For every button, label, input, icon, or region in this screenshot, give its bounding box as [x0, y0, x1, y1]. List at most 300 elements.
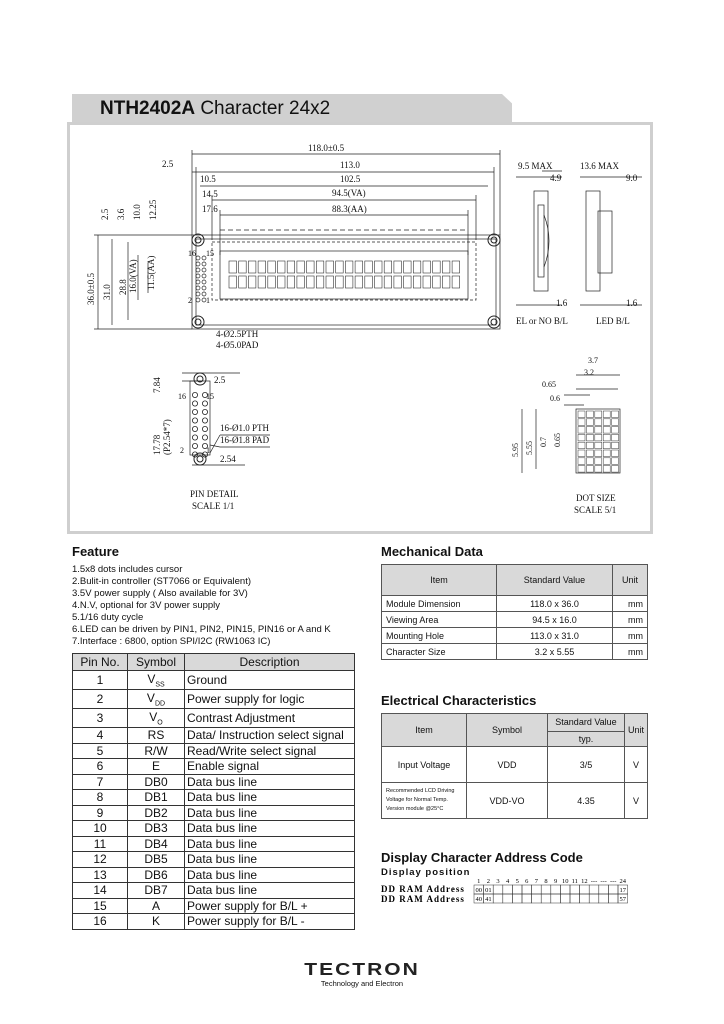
ddram-cell: [608, 894, 618, 903]
pin-number: 13: [73, 867, 128, 883]
mech-item-header: Item: [382, 565, 497, 596]
dot-cell: [586, 419, 593, 426]
lcd-char-cell: [355, 276, 363, 288]
ddram-address: 41: [485, 896, 492, 903]
lcd-char-cell: [326, 276, 334, 288]
lcd-char-cell: [365, 276, 373, 288]
svg-text:5.55: 5.55: [525, 441, 534, 455]
lcd-char-cell: [442, 261, 450, 273]
dot-cell: [578, 450, 585, 457]
ddram-cell: [522, 894, 532, 903]
svg-text:16-Ø1.0 PTH: 16-Ø1.0 PTH: [220, 423, 269, 433]
pin-row: [73, 709, 355, 728]
pin-row: [73, 821, 355, 837]
mounting-hole: [488, 316, 500, 328]
ddram-cell: [503, 885, 513, 894]
lcd-char-cell: [229, 261, 237, 273]
svg-text:1.6: 1.6: [626, 298, 638, 308]
lcd-char-cell: [413, 276, 421, 288]
svg-text:1: 1: [206, 446, 210, 455]
ddram-cells: [474, 885, 628, 903]
pin-row: [73, 671, 355, 690]
pin-description: Power supply for B/L -: [185, 914, 355, 930]
mechanical-drawing: [70, 125, 650, 531]
svg-text:17.6: 17.6: [202, 204, 218, 214]
detail-pin: [192, 409, 197, 414]
lcd-char-cell: [345, 261, 353, 273]
mech-item: Viewing Area: [382, 612, 497, 628]
elec-value-header: Standard Value: [548, 714, 625, 732]
dot-cell: [603, 419, 610, 426]
pin-number: 12: [73, 852, 128, 868]
svg-text:113.0: 113.0: [340, 160, 360, 170]
mounting-hole: [192, 316, 204, 328]
feature-item: 1.5x8 dots includes cursor: [72, 564, 183, 575]
lcd-char-cell: [316, 276, 324, 288]
connector-pin: [202, 286, 206, 290]
lcd-char-cell: [433, 276, 441, 288]
svg-text:SCALE 1/1: SCALE 1/1: [192, 501, 235, 511]
elec-symbol: VDD: [467, 747, 548, 783]
elec-typ-header: typ.: [548, 731, 625, 746]
pin-symbol: [128, 690, 185, 709]
lcd-char-cell: [326, 261, 334, 273]
pin-symbol: [128, 774, 185, 790]
dot-cell: [595, 466, 602, 473]
dot-cell: [603, 450, 610, 457]
lcd-char-cell: [365, 261, 373, 273]
ddram-position: 3: [496, 878, 500, 885]
dot-cell: [603, 427, 610, 434]
mech-unit: mm: [613, 612, 648, 628]
pin-symbol: [128, 709, 185, 728]
pin-description: Contrast Adjustment: [185, 709, 355, 728]
svg-text:36.0±0.5: 36.0±0.5: [86, 273, 96, 305]
svg-text:PIN DETAIL: PIN DETAIL: [190, 489, 239, 499]
dot-cell: [595, 427, 602, 434]
pin-row: [73, 914, 355, 930]
feature-title: Feature: [72, 544, 119, 559]
mech-value: 3.2 x 5.55: [497, 644, 613, 660]
detail-pin: [192, 443, 197, 448]
pin-description: Data bus line: [185, 852, 355, 868]
dot-cell: [612, 434, 619, 441]
dot-cell: [595, 450, 602, 457]
svg-text:EL or NO B/L: EL or NO B/L: [516, 316, 568, 326]
pin-row: [73, 743, 355, 759]
lcd-char-cell: [278, 276, 286, 288]
detail-pin: [192, 435, 197, 440]
pin-symbol-sub: DD: [154, 700, 166, 708]
lcd-char-cell: [394, 261, 402, 273]
pin-symbol: [128, 805, 185, 821]
svg-text:15: 15: [206, 392, 214, 401]
svg-text:3.7: 3.7: [588, 356, 598, 365]
ddram-cell: [522, 885, 532, 894]
pin-symbol-text: DB0: [144, 774, 168, 789]
description-header: Description: [185, 654, 355, 671]
pin-symbol-text: V: [146, 690, 155, 705]
mech-row: [382, 596, 648, 612]
dot-cell: [578, 427, 585, 434]
ddram-position: 11: [571, 878, 578, 885]
ddram-cell: [570, 894, 580, 903]
ddram-position: 1: [477, 878, 481, 885]
pin-description: Data bus line: [185, 805, 355, 821]
ddram-cell: [589, 885, 599, 894]
elec-item: Input Voltage: [382, 747, 467, 783]
svg-text:11.5(AA): 11.5(AA): [146, 255, 156, 290]
svg-text:12.25: 12.25: [148, 199, 158, 220]
dot-cell: [586, 458, 593, 465]
pin-table: [72, 653, 355, 930]
pin-description: Enable signal: [185, 759, 355, 775]
mounting-hole: [488, 234, 500, 246]
svg-text:3.2: 3.2: [584, 368, 594, 377]
pin-symbol-text: DB2: [144, 805, 168, 820]
connector-pin: [202, 280, 206, 284]
mech-row: [382, 628, 648, 644]
ddram-cell: [512, 885, 522, 894]
pin-symbol: [128, 743, 185, 759]
feature-list: [72, 564, 331, 648]
mech-row: [382, 644, 648, 660]
svg-text:4-Ø5.0PAD: 4-Ø5.0PAD: [216, 340, 259, 350]
lcd-char-cell: [404, 276, 412, 288]
lcd-char-cell: [452, 276, 460, 288]
ddram-cell: [532, 894, 542, 903]
electrical-table: [381, 713, 648, 819]
mech-unit: mm: [613, 596, 648, 612]
svg-text:SCALE 5/1: SCALE 5/1: [574, 505, 617, 515]
ddram-cell: [493, 894, 503, 903]
dot-cell: [612, 411, 619, 418]
ddram-row-label: DD RAM Address: [381, 884, 465, 894]
dim-text: 118.0±0.5: [308, 143, 345, 153]
svg-text:10.5: 10.5: [200, 174, 216, 184]
pin-symbol-text: RS: [147, 728, 165, 743]
svg-text:2.54: 2.54: [220, 454, 236, 464]
pin-symbol-text: E: [151, 759, 160, 774]
mech-item: Character Size: [382, 644, 497, 660]
svg-text:2: 2: [180, 446, 184, 455]
svg-text:9.0: 9.0: [626, 173, 638, 183]
pin-symbol-text: A: [151, 898, 160, 913]
svg-text:1: 1: [206, 296, 210, 305]
dot-cell: [578, 411, 585, 418]
pin-description: Data bus line: [185, 774, 355, 790]
mechanical-title: Mechanical Data: [381, 544, 483, 559]
elec-item-header: Item: [382, 714, 467, 747]
dot-cell: [595, 442, 602, 449]
mech-item: Mounting Hole: [382, 628, 497, 644]
ddram-cell: [512, 894, 522, 903]
mounting-hole: [192, 234, 204, 246]
feature-item: 2.Bulit-in controller (ST7066 or Equivalent): [72, 576, 252, 587]
ddram-address: 00: [475, 887, 483, 894]
svg-text:0.65: 0.65: [553, 433, 562, 447]
pin-row: [73, 759, 355, 775]
pin-number: 14: [73, 883, 128, 899]
ddram-cell: [560, 885, 570, 894]
dot-cell: [586, 442, 593, 449]
svg-text:LED B/L: LED B/L: [596, 316, 630, 326]
dot-cell: [612, 458, 619, 465]
dot-cell: [586, 427, 593, 434]
lcd-char-cell: [239, 261, 247, 273]
feature-item: 4.N.V, optional for 3V power supply: [72, 600, 221, 611]
lcd-char-cell: [442, 276, 450, 288]
pin-number: 16: [73, 914, 128, 930]
detail-pin: [192, 418, 197, 423]
dot-cell: [603, 458, 610, 465]
elec-value: 3/5: [548, 747, 625, 783]
svg-text:2.5: 2.5: [162, 159, 174, 169]
ddram-cell: [503, 894, 513, 903]
svg-text:28.8: 28.8: [118, 279, 128, 295]
ddram-address: 17: [619, 887, 627, 894]
pin-symbol: [128, 671, 185, 690]
svg-text:DOT SIZE: DOT SIZE: [576, 493, 616, 503]
svg-text:5.95: 5.95: [511, 443, 520, 457]
pin-number: 8: [73, 790, 128, 806]
connector-pin: [196, 274, 200, 278]
ddram-cell: [580, 885, 590, 894]
ddram-cell: [532, 885, 542, 894]
dot-cell: [603, 434, 610, 441]
pin-row: [73, 867, 355, 883]
ddram-cell: [589, 894, 599, 903]
model-title: Character 24x2: [200, 98, 331, 119]
dot-cell: [612, 442, 619, 449]
pin-symbol-text: R/W: [144, 743, 168, 758]
lcd-char-cell: [287, 261, 295, 273]
pin-description: Data bus line: [185, 821, 355, 837]
detail-pin: [192, 426, 197, 431]
dot-cell: [612, 466, 619, 473]
pin-symbol: [128, 852, 185, 868]
ddram-title: Display Character Address Code: [381, 850, 583, 865]
pin-description: Ground: [185, 671, 355, 690]
lcd-char-cell: [287, 276, 295, 288]
lcd-char-cell: [345, 276, 353, 288]
svg-text:10.0: 10.0: [132, 204, 142, 220]
ddram-address: 01: [485, 887, 492, 894]
mech-value: 113.0 x 31.0: [497, 628, 613, 644]
pin-description: Power supply for logic: [185, 690, 355, 709]
ddram-position: 10: [561, 878, 569, 885]
footer-logo: [300, 958, 424, 988]
pin-description: Read/Write select signal: [185, 743, 355, 759]
svg-text:31.0: 31.0: [102, 284, 112, 300]
svg-text:3.6: 3.6: [116, 208, 126, 220]
dot-cell: [595, 458, 602, 465]
connector-pin: [196, 292, 200, 296]
svg-text:4.9: 4.9: [550, 173, 562, 183]
lcd-char-cell: [433, 261, 441, 273]
svg-text:15: 15: [206, 249, 214, 258]
pin-symbol: [128, 898, 185, 914]
mech-value: 118.0 x 36.0: [497, 596, 613, 612]
feature-item: 7.Interface : 6800, option SPI/I2C (RW1063 IC): [72, 636, 271, 647]
lcd-char-cell: [423, 261, 431, 273]
dot-cell: [603, 442, 610, 449]
svg-text:7.84: 7.84: [152, 377, 162, 393]
pin-description: Data bus line: [185, 790, 355, 806]
lcd-char-cell: [384, 261, 392, 273]
lcd-char-cell: [297, 276, 305, 288]
lcd-char-cell: [248, 261, 256, 273]
svg-text:13.6 MAX: 13.6 MAX: [580, 161, 620, 171]
lcd-char-cell: [413, 261, 421, 273]
pin-symbol-text: K: [151, 914, 160, 929]
detail-pin: [192, 401, 197, 406]
mech-item: Module Dimension: [382, 596, 497, 612]
pin-symbol: [128, 883, 185, 899]
dot-cell: [578, 419, 585, 426]
svg-text:2.5: 2.5: [214, 375, 226, 385]
connector-pin: [196, 280, 200, 284]
pin-symbol-text: V: [147, 671, 156, 686]
dot-cell: [586, 411, 593, 418]
connector-pin: [202, 262, 206, 266]
dot-cell: [586, 466, 593, 473]
brand-tagline: Technology and Electron: [320, 979, 404, 988]
pin-number: 5: [73, 743, 128, 759]
electrical-title: Electrical Characteristics: [381, 693, 537, 708]
ddram-position: 24: [619, 878, 627, 885]
pin-symbol-sub: O: [157, 719, 163, 727]
mech-unit: mm: [613, 644, 648, 660]
dot-cell: [578, 458, 585, 465]
detail-pin: [192, 392, 197, 397]
pin-description: Power supply for B/L +: [185, 898, 355, 914]
feature-item: 5.1/16 duty cycle: [72, 612, 144, 623]
elec-item: Recommended LCD Driving Voltage for Normal Temp. Version module @25°C: [382, 783, 467, 819]
svg-text:16: 16: [178, 392, 186, 401]
pin-row: [73, 836, 355, 852]
connector-pin: [202, 268, 206, 272]
ddram-cell: [541, 885, 551, 894]
connector-pin: [196, 256, 200, 260]
svg-text:2.5: 2.5: [100, 208, 110, 220]
ddram-position: 9: [553, 878, 558, 885]
pin-description: Data/ Instruction select signal: [185, 728, 355, 744]
dot-cell: [586, 450, 593, 457]
ddram-position: 2: [486, 878, 491, 885]
pin-number: 7: [73, 774, 128, 790]
lcd-char-cell: [229, 276, 237, 288]
ddram-position: 5: [515, 878, 519, 885]
lcd-char-cell: [336, 276, 344, 288]
detail-pin: [202, 418, 207, 423]
pin-symbol: [128, 867, 185, 883]
pin-row: [73, 805, 355, 821]
ddram-cell: [551, 894, 561, 903]
pin-symbol: [128, 914, 185, 930]
dot-cell: [578, 434, 585, 441]
elec-symbol-header: Symbol: [467, 714, 548, 747]
pin-symbol: [128, 759, 185, 775]
lcd-char-cell: [307, 261, 315, 273]
dot-cell: [612, 450, 619, 457]
lcd-character-cells: [229, 261, 460, 288]
svg-text:0.7: 0.7: [539, 437, 548, 447]
ddram-address: 40: [475, 896, 483, 903]
detail-pin: [202, 401, 207, 406]
lcd-char-cell: [248, 276, 256, 288]
pin-number: 9: [73, 805, 128, 821]
lcd-char-cell: [336, 261, 344, 273]
detail-pin: [202, 409, 207, 414]
lcd-char-cell: [239, 276, 247, 288]
pin-row: [73, 898, 355, 914]
ddram-row-label: DD RAM Address: [381, 894, 465, 904]
pin-number: 10: [73, 821, 128, 837]
ddram-cell: [493, 885, 503, 894]
svg-text:16-Ø1.8 PAD: 16-Ø1.8 PAD: [220, 435, 270, 445]
dot-size-grid: [578, 411, 619, 472]
svg-text:4-Ø2.5PTH: 4-Ø2.5PTH: [216, 329, 259, 339]
lcd-char-cell: [423, 276, 431, 288]
ddram-position: 4: [505, 878, 510, 885]
pin-description: Data bus line: [185, 867, 355, 883]
pin-number: 6: [73, 759, 128, 775]
brand-name: TECTRON: [304, 959, 420, 980]
lcd-char-cell: [278, 261, 286, 273]
ddram-address: 57: [619, 896, 627, 903]
elec-unit: V: [625, 747, 648, 783]
elec-symbol: VDD-VO: [467, 783, 548, 819]
pin-symbol: [128, 821, 185, 837]
connector-pin: [196, 298, 200, 302]
pin-symbol: [128, 790, 185, 806]
svg-text:16.0(VA): 16.0(VA): [128, 259, 138, 293]
pin-symbol-text: DB3: [144, 821, 168, 836]
pin-symbol-sub: SS: [155, 681, 165, 689]
pin-number: 1: [73, 671, 128, 690]
pin-symbol-text: DB4: [144, 836, 168, 851]
lcd-char-cell: [258, 276, 266, 288]
ddram-cell: [551, 885, 561, 894]
pin-symbol-text: DB6: [144, 867, 168, 882]
svg-text:1.6: 1.6: [556, 298, 568, 308]
pin-symbol-text: DB1: [144, 790, 168, 805]
ddram-cell: [541, 894, 551, 903]
lcd-char-cell: [355, 261, 363, 273]
ddram-grid: [381, 876, 653, 906]
pin-row: [73, 728, 355, 744]
feature-item: 3.5V power supply ( Also available for 3V): [72, 588, 248, 599]
lcd-char-cell: [404, 261, 412, 273]
connector-pin: [202, 274, 206, 278]
detail-pin: [202, 426, 207, 431]
mech-unit: mm: [613, 628, 648, 644]
mech-value: 94.5 x 16.0: [497, 612, 613, 628]
ddram-position: ---: [590, 878, 598, 885]
dot-cell: [603, 466, 610, 473]
pin-number: 2: [73, 690, 128, 709]
svg-text:16: 16: [188, 249, 196, 258]
pin-description: Data bus line: [185, 836, 355, 852]
ddram-position: ---: [600, 878, 607, 885]
svg-text:0.6: 0.6: [550, 394, 560, 403]
pin-row: [73, 774, 355, 790]
ddram-position: 7: [534, 878, 539, 885]
lcd-char-cell: [316, 261, 324, 273]
pin-symbol-text: DB5: [144, 852, 168, 867]
lcd-char-cell: [452, 261, 460, 273]
